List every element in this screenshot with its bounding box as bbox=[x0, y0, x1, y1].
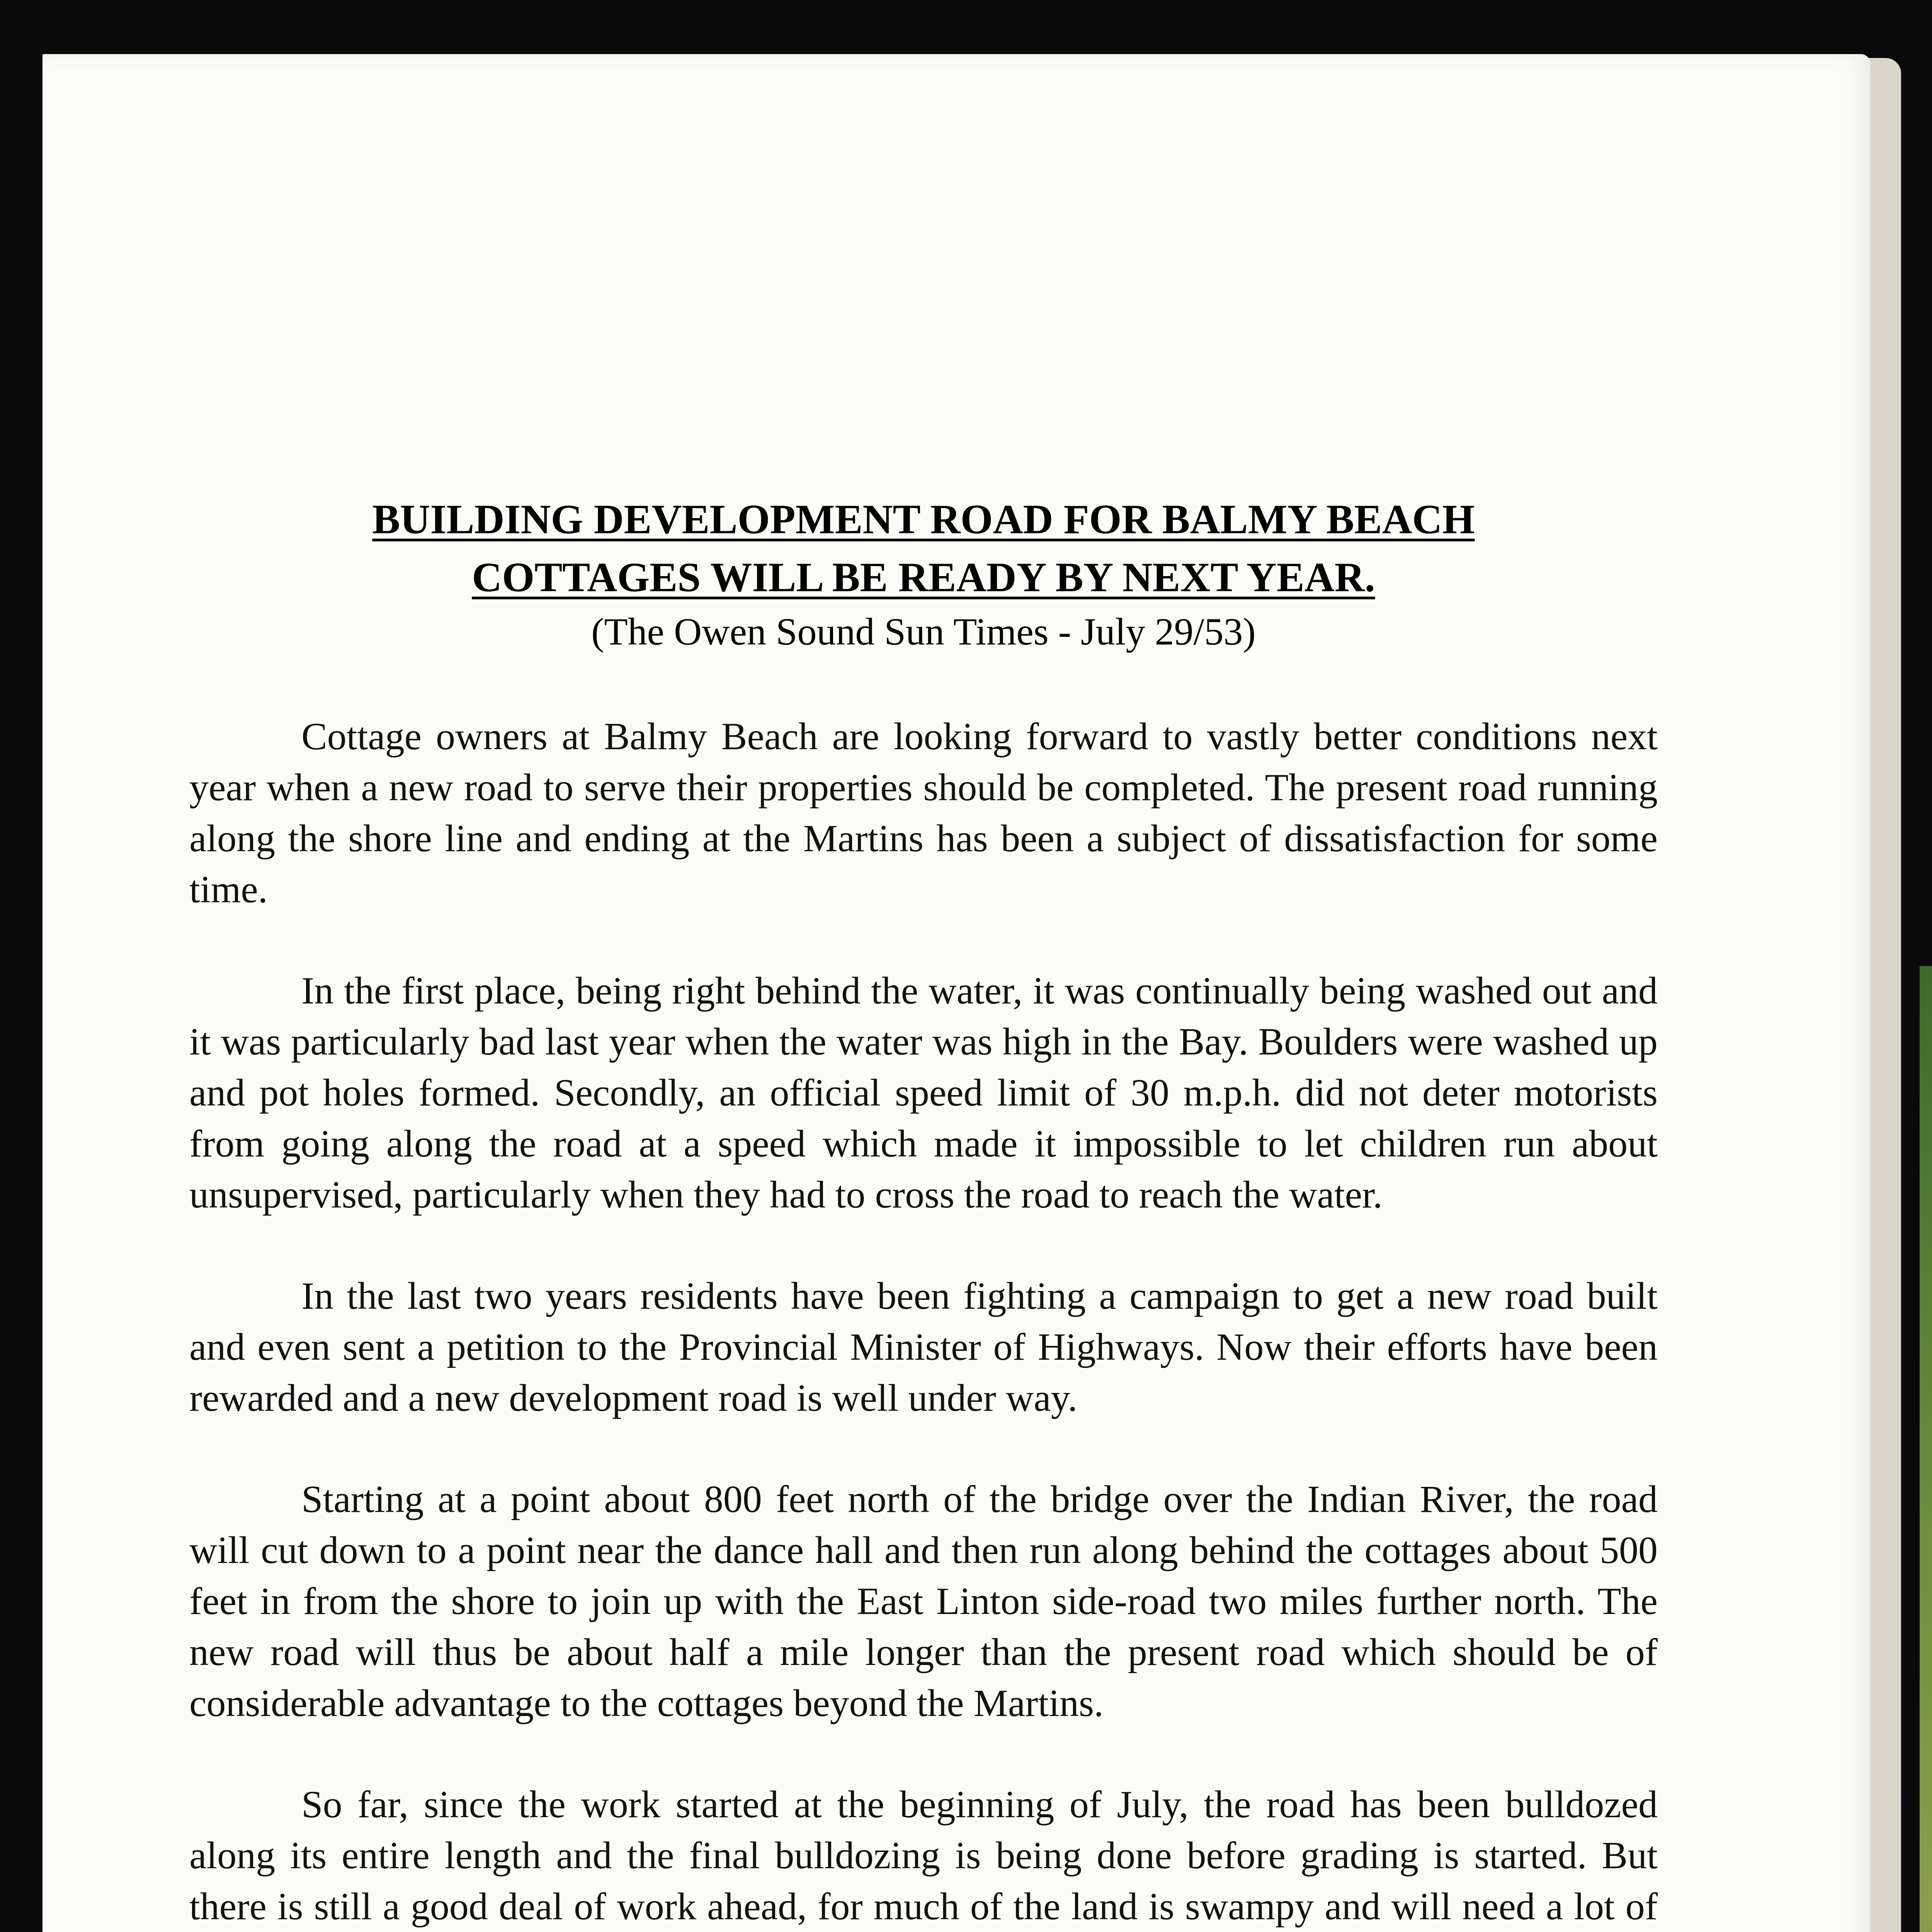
article-source: (The Owen Sound Sun Times - July 29/53) bbox=[591, 610, 1256, 653]
article-title bbox=[189, 491, 1658, 607]
paragraph: Starting at a point about 800 feet north of the bridge over the Indian River, the road will cut down to a point near the dance hall and then run along behind the cottages about 500 feet in from the shore to join up with the East Linton side-road two miles further north. The new road will thus be about half a mile longer than the present road which should be of considerable advantage to the cottages beyond the Martins. bbox=[189, 1478, 1658, 1725]
title-line-2: COTTAGES WILL BE READY BY NEXT YEAR. bbox=[472, 554, 1375, 600]
paragraph: Cottage owners at Balmy Beach are looking forward to vastly better conditions next year when a new road to serve their properties should be completed. The present road running along the shore line and ending at the Martins has been a subject of dissatisfaction for some time. bbox=[189, 715, 1658, 911]
document-page bbox=[43, 54, 1870, 1932]
paragraph: So far, since the work started at the beginning of July, the road has been bulldozed along its entire length and the final bulldozing is being done before grading is started. But there is still a good deal of work ahead, for much of the land is swampy and will need a lot of bbox=[189, 1783, 1658, 1928]
paragraph: In the last two years residents have been fighting a campaign to get a new road built and even sent a petition to the Provincial Minister of Highways. Now their efforts have been rewarded and a new development road is well under way. bbox=[189, 1274, 1658, 1419]
paragraph: In the first place, being right behind the water, it was continually being washed out and it was particularly bad last year when the water was high in the Bay. Boulders were washed up and pot holes formed. Secondly, an official speed limit of 30 m.p.h. did not deter motorists from going along the road at a speed which made it impossible to let children run about unsupervised, particularly when they had to cross the road to reach the water. bbox=[189, 969, 1658, 1216]
title-line-1: BUILDING DEVELOPMENT ROAD FOR BALMY BEACH bbox=[372, 497, 1475, 543]
background-edge bbox=[1920, 966, 1932, 1932]
article bbox=[189, 491, 1658, 1932]
